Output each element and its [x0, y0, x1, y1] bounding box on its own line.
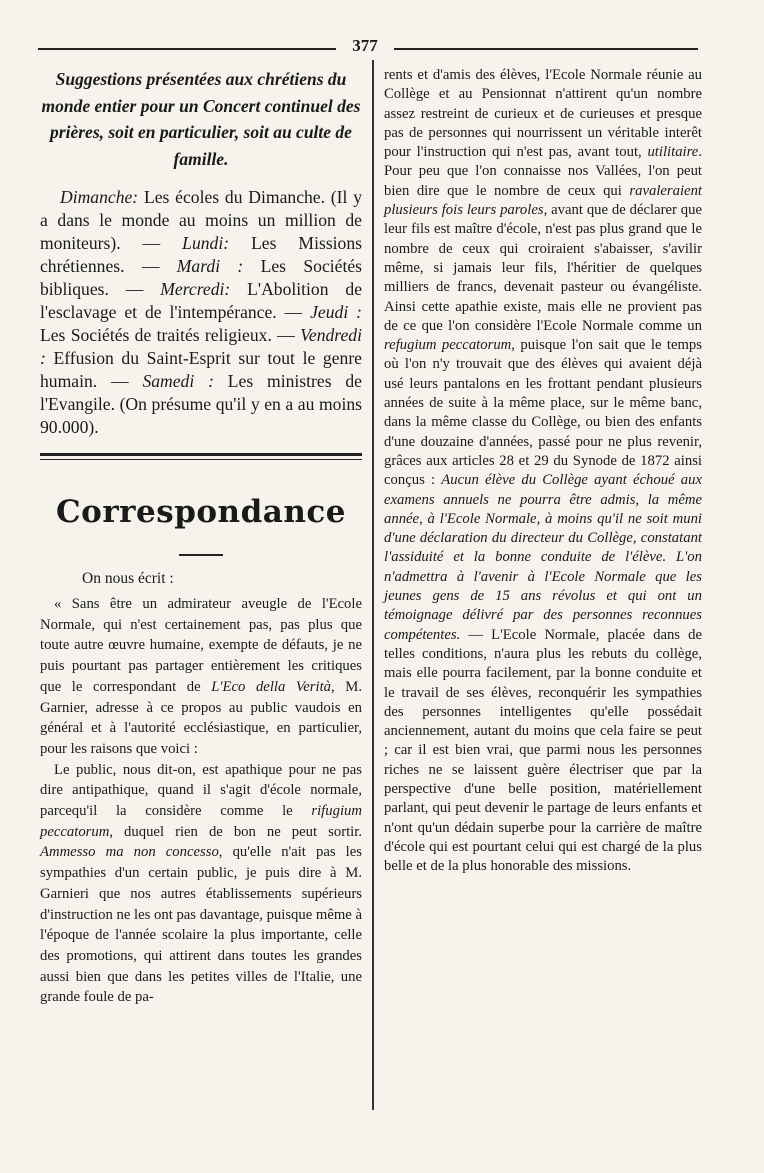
title-dash — [179, 554, 223, 556]
column-divider — [372, 60, 374, 1110]
day-saturday-text: Les ministres de l'Evangile. (On présume qu'il y en a au moins 90.000). — [40, 371, 362, 437]
right-column — [384, 66, 702, 876]
letter-paragraph-2: Le public, nous dit-on, est apathique pour ne pas dire antipathique, quand il s'agit d'école normale, parcequ'il la considère comme le rifugium peccatorum, duquel rien de bon ne peut sortir. Ammesso ma non concesso, qu'elle n'ait pas les sympathies d'un certain public, je puis dire à M. Garnieri que nos autres établissements supérieurs d'instruction ne les ont pas davantage, puisque même à l'époque de l'année scolaire la plus importante, celle des promotions, qui attirent dans toutes les grandes aussi bien que dans les petites villes de l'Italie, une grande foule de pa- — [40, 761, 363, 1006]
prayer-days-paragraph — [40, 186, 362, 439]
day-monday: Lundi: — [182, 233, 230, 253]
day-friday-text: Effusion du Saint-Esprit sur tout le genre humain. — — [40, 348, 362, 391]
header-rule-right — [394, 48, 698, 50]
synod-articles-quote: Aucun élève du Collège ayant échoué aux examens annuels ne pourra être admis, la même année, à l'Ecole Normale, à moins qu'il ne soit muni d'une déclaration du directeur du Collège, constatant l'assiduité et la bonne conduite de l'élève. L'on n'admettra à l'avenir à l'Ecole Normale que les jeunes gens de 15 ans révolus et qui ont un témoignage délivré par des personnes reconnues compétentes. — [384, 472, 702, 643]
day-friday: Vendredi : — [40, 325, 362, 368]
page-number: 377 — [352, 36, 378, 55]
day-sunday: Dimanche: — [60, 187, 139, 207]
day-thursday-text: Les Sociétés de traités religieux. — — [40, 325, 301, 345]
day-saturday: Samedi : — [142, 371, 214, 391]
day-sunday-text: Les écoles du Dimanche. (Il y a dans le monde au moins un million de moniteurs). — — [40, 187, 362, 253]
section-title: Correspondance — [56, 494, 346, 530]
suggestions-heading: Suggestions présentées aux chrétiens du monde entier pour un Concert continuel des prières, soit en particulier, soit au culte de famille. — [41, 69, 361, 169]
day-tuesday: Mardi : — [176, 256, 244, 276]
letter-continuation: rents et d'amis des élèves, l'Ecole Normale réunie au Collège et au Pensionnat n'attirent qu'un nombre assez restreint de curieux et de curieuses et presque pas de personnes qui nourrissent un véritable interêt pour l'instruction qui n'est pas, avant tout, utilitaire. Pour peu que l'on connaisse nos Vallées, l'on peut bien dire que le nombre de ceux qui ravaleraient plusieurs fois leurs paroles, avant que de déclarer que leur fils est maître d'école, n'est pas plus grand que le nombre de ceux qui croiraient s'abaisser, s'avilir même, si jamais leur fils, l'héritier de quelques milliers de francs, devenait pasteur ou évangéliste. Ainsi cette apathie existe, mais elle ne provient pas de ce que l'on considère l'Ecole Normale comme un refugium peccatorum, puisque l'on sait que le temps où l'on n'y trouvait que des élèves qui avaient déjà usé leurs pantalons en les frottant pendant plusieurs années de suite à la même place, sur le même banc, dans la même classe du Collège, ou bien des enfants d'une douzaine d'années, passé pour ne plus revenir, grâces aux articles 28 et 29 du Synode de 1872 ainsi conçus : Aucun élève du Collège ayant échoué aux examens annuels ne pourra être admis, la même année, à l'Ecole Normale, à moins qu'il ne soit muni d'une déclaration du directeur du Collège, constatant l'assiduité et la bonne conduite de l'élève. L'on n'admettra à l'avenir à l'Ecole Normale que les jeunes gens de 15 ans révolus et qui ont un témoignage délivré par des personnes reconnues compétentes. — L'Ecole Normale, placée dans de telles conditions, n'aura plus les rebuts du collège, mais elle pourra facilement, par la bonne conduite et le travail de ses élèves, reconquérir les sympathies des personnes intelligentes qu'elle possédait anciennement, autant du moins que cela faire se peut ; car il est bien vrai, que parmi nous les personnes riches ne se laissent guère électriser que par la perspective d'une belle position, matériellement parlant, qui peut devenir le partage de leurs enfants et n'ont qu'un dédain superbe pour la carrière de maître d'école qui est pourtant celui qui est chargé de la plus belle et de la plus honorable des missions. — [384, 67, 702, 875]
left-column — [40, 66, 362, 1008]
section-separator — [40, 453, 362, 460]
day-monday-text: Les Missions chrétiennes. — — [40, 233, 362, 276]
letter-paragraph-1: « Sans être un admirateur aveugle de l'Ecole Normale, qui n'est certainement pas, pas plus que toute autre œuvre humaine, exempte de défauts, je ne puis pourtant pas partager entièrement les critiques que le correspondant de L'Eco della Verità, M. Garnier, adresse à ce propos au public vaudois en général et à l'autorité ecclésiastique, en particulier, pour les raisons que voici : — [40, 596, 362, 757]
day-wednesday: Mercredi: — [160, 279, 231, 299]
day-tuesday-text: Les Sociétés bibliques. — — [40, 256, 362, 299]
day-wednesday-text: L'Abolition de l'esclavage et de l'intempérance. — — [40, 279, 363, 322]
on-nous-ecrit: On nous écrit : — [82, 570, 174, 587]
page-header — [38, 36, 698, 56]
header-rule-left — [38, 48, 336, 50]
day-thursday: Jeudi : — [310, 302, 362, 322]
